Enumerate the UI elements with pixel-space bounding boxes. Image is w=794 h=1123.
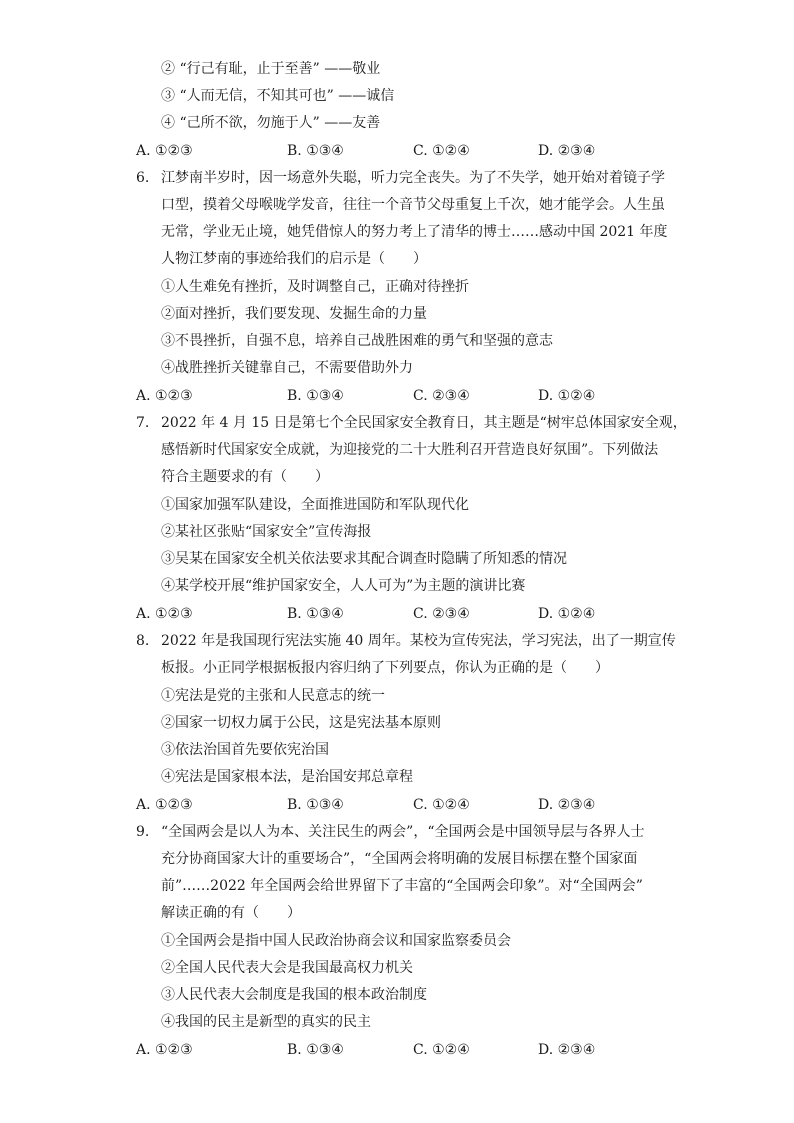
q6-item-2: ②面对挫折，我们要发现、发掘生命的力量 bbox=[161, 306, 427, 322]
q6-item-3: ③不畏挫折，自强不息，培养自己战胜困难的勇气和坚强的意志 bbox=[161, 333, 553, 349]
q6-stem-line-1: 江梦南半岁时，因一场意外失聪，听力完全丧失。为了不失学，她开始对着镜子学 bbox=[161, 170, 665, 186]
q8-option-b: B. ①③④ bbox=[287, 797, 344, 813]
q8-option-c: C. ①②④ bbox=[413, 797, 470, 813]
q5-option-c: C. ①②④ bbox=[413, 143, 470, 159]
q8-item-1: ①宪法是党的主张和人民意志的统一 bbox=[161, 688, 385, 704]
q9-stem-line-1: “全国两会是以人为本、关注民生的两会”，“全国两会是中国领导层与各界人士 bbox=[161, 824, 645, 840]
q6-option-d: D. ①②④ bbox=[538, 388, 596, 404]
q9-option-c: C. ①②④ bbox=[413, 1042, 470, 1058]
q5-item-2: ② “行己有耻，止于至善” ——敬业 bbox=[161, 61, 381, 77]
q5-item-4: ④ “己所不欲，勿施于人” ——友善 bbox=[161, 115, 381, 131]
q7-item-1: ①国家加强军队建设，全面推进国防和军队现代化 bbox=[161, 497, 469, 513]
q7-item-2: ②某社区张贴“国家安全”宣传海报 bbox=[161, 524, 372, 540]
q9-number: 9. bbox=[136, 824, 150, 840]
q7-number: 7. bbox=[136, 415, 150, 431]
q8-item-3: ③依法治国首先要依宪治国 bbox=[161, 742, 329, 758]
q7-option-c: C. ②③④ bbox=[413, 606, 470, 622]
q5-option-a: A. ①②③ bbox=[136, 143, 193, 159]
q8-option-a: A. ①②③ bbox=[136, 797, 193, 813]
q5-item-3: ③ “人而无信，不知其可也” ——诚信 bbox=[161, 88, 395, 104]
q9-item-4: ④我国的民主是新型的真实的民主 bbox=[161, 1014, 371, 1030]
q9-item-1: ①全国两会是指中国人民政治协商会议和国家监察委员会 bbox=[161, 933, 511, 949]
q8-number: 8. bbox=[136, 633, 150, 649]
q6-option-b: B. ①③④ bbox=[287, 388, 344, 404]
q6-number: 6. bbox=[136, 170, 150, 186]
q9-item-3: ③人民代表大会制度是我国的根本政治制度 bbox=[161, 987, 427, 1003]
q8-stem-line-1: 2022 年是我国现行宪法实施 40 周年。某校为宣传宪法，学习宪法，出了一期宣传 bbox=[161, 633, 676, 649]
q8-item-4: ④宪法是国家根本法，是治国安邦总章程 bbox=[161, 769, 413, 785]
q9-option-b: B. ①③④ bbox=[287, 1042, 344, 1058]
q6-stem-line-4: 人物江梦南的事迹给我们的启示是（ ） bbox=[161, 251, 427, 267]
q8-item-2: ②国家一切权力属于公民，这是宪法基本原则 bbox=[161, 715, 441, 731]
q7-option-d: D. ①②④ bbox=[538, 606, 596, 622]
q5-option-d: D. ②③④ bbox=[538, 143, 596, 159]
q5-option-b: B. ①③④ bbox=[287, 143, 344, 159]
q9-item-2: ②全国人民代表大会是我国最高权力机关 bbox=[161, 960, 413, 976]
q7-stem-line-1: 2022 年 4 月 15 日是第七个全民国家安全教育日，其主题是“树牢总体国家安全观， bbox=[161, 415, 687, 431]
q6-item-4: ④战胜挫折关键靠自己，不需要借助外力 bbox=[161, 360, 413, 376]
q9-stem-line-2: 充分协商国家大计的重要场合”，“全国两会将明确的发展目标摆在整个国家面 bbox=[161, 851, 638, 867]
q9-option-a: A. ①②③ bbox=[136, 1042, 193, 1058]
q9-stem-line-4: 解读正确的有（ ） bbox=[161, 905, 301, 921]
q6-option-a: A. ①②③ bbox=[136, 388, 193, 404]
q7-stem-line-2: 感悟新时代国家安全成就，为迎接党的二十大胜利召开营造良好氛围”。下列做法 bbox=[161, 442, 659, 458]
q6-stem-line-3: 无常，学业无止境，她凭借惊人的努力考上了清华的博士……感动中国 2021 年度 bbox=[161, 224, 668, 240]
q7-option-a: A. ①②③ bbox=[136, 606, 193, 622]
q7-item-3: ③吴某在国家安全机关依法要求其配合调查时隐瞒了所知悉的情况 bbox=[161, 551, 567, 567]
q8-option-d: D. ②③④ bbox=[538, 797, 596, 813]
q9-stem-line-3: 前”……2022 年全国两会给世界留下了丰富的“全国两会印象”。对“全国两会” bbox=[161, 878, 643, 894]
q6-item-1: ①人生难免有挫折，及时调整自己，正确对待挫折 bbox=[161, 279, 469, 295]
q9-option-d: D. ②③④ bbox=[538, 1042, 596, 1058]
q6-stem-line-2: 口型，摸着父母喉咙学发音，往往一个音节父母重复上千次，她才能学会。人生虽 bbox=[161, 197, 665, 213]
q7-item-4: ④某学校开展“维护国家安全，人人可为”为主题的演讲比赛 bbox=[161, 578, 526, 594]
q7-stem-line-3: 符合主题要求的有（ ） bbox=[161, 469, 329, 485]
q7-option-b: B. ①③④ bbox=[287, 606, 344, 622]
q8-stem-line-2: 板报。小正同学根据板报内容归纳了下列要点，你认为正确的是（ ） bbox=[161, 660, 609, 676]
q6-option-c: C. ②③④ bbox=[413, 388, 470, 404]
